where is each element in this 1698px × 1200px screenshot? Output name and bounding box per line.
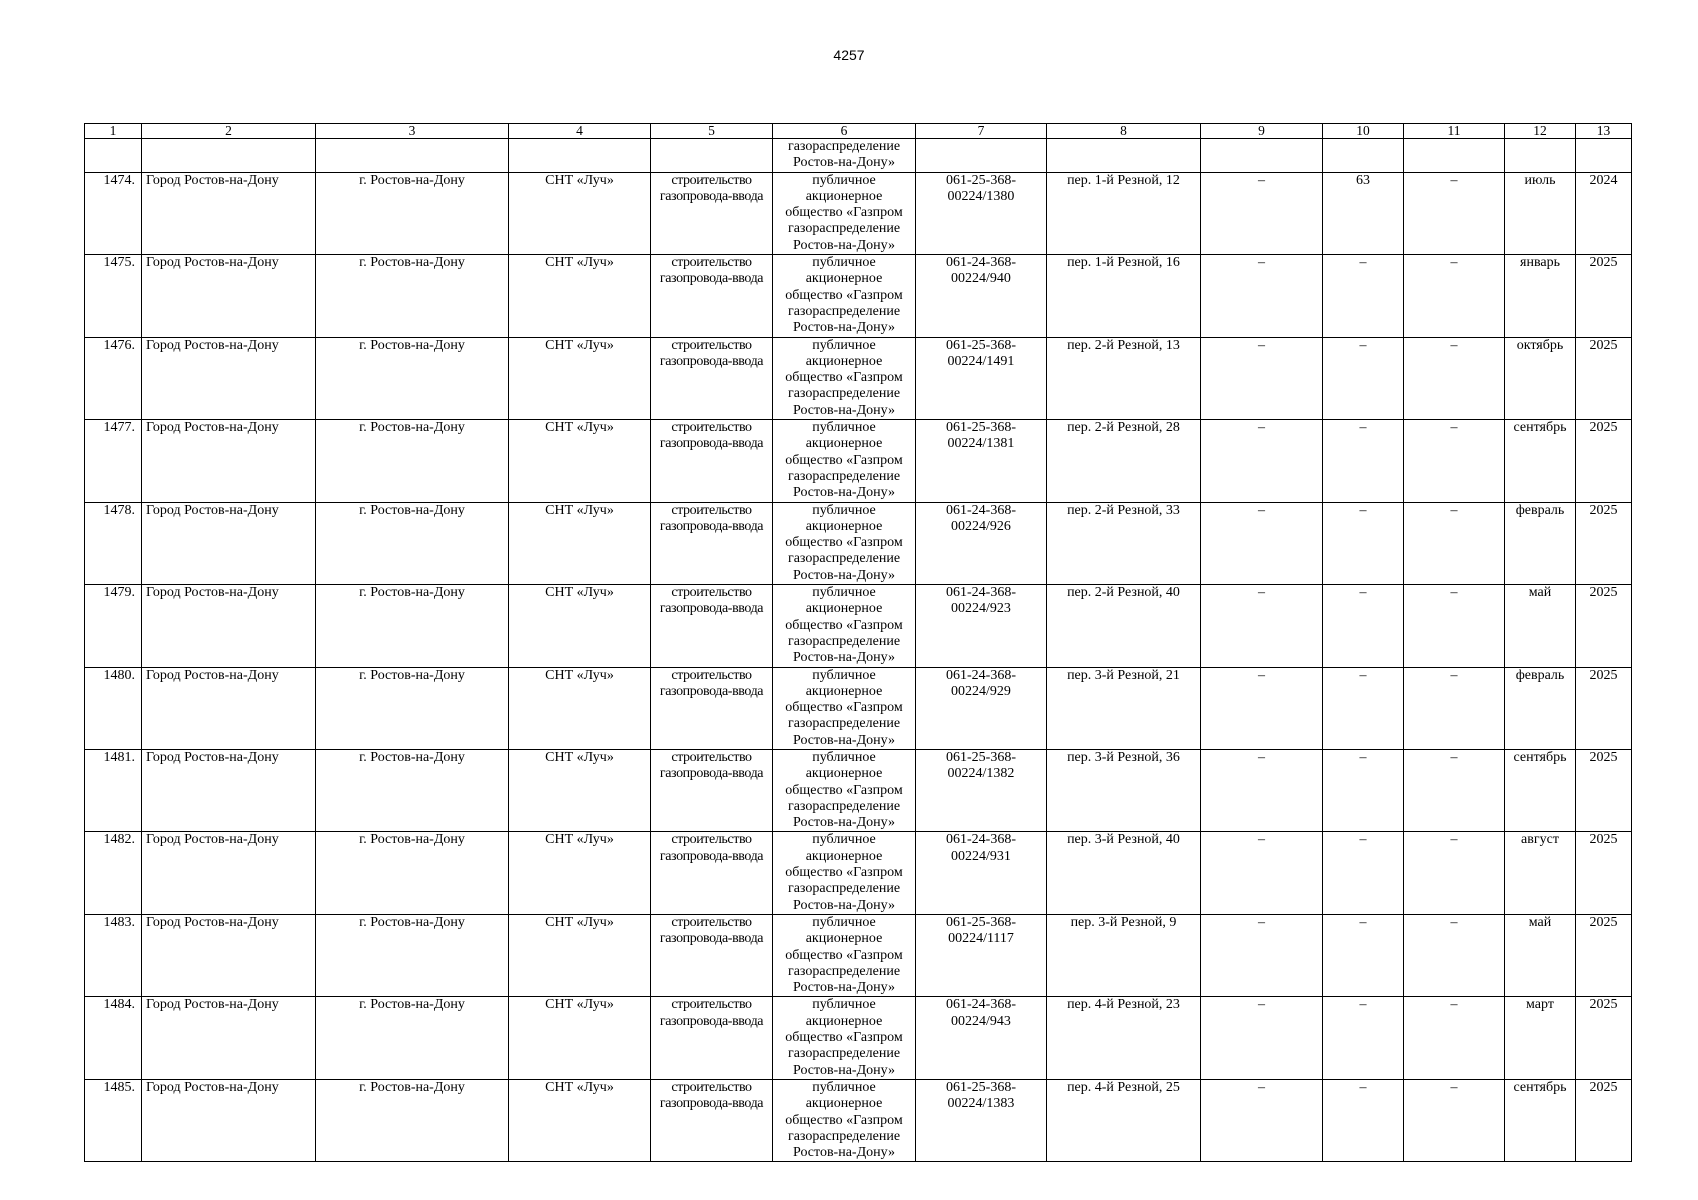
table-cell bbox=[1323, 139, 1404, 173]
code-cell: 061-25-368-00224/1383 bbox=[916, 1079, 1047, 1161]
column-header: 3 bbox=[316, 124, 509, 139]
table-cell bbox=[85, 139, 142, 173]
address-cell: пер. 4-й Резной, 25 bbox=[1047, 1079, 1201, 1161]
table-row bbox=[85, 585, 1632, 667]
col11-cell: – bbox=[1404, 914, 1505, 996]
table-cell bbox=[142, 139, 316, 173]
month-cell: март bbox=[1505, 997, 1576, 1079]
registry-table bbox=[84, 123, 1632, 1162]
work-type-cell: строительство газопровода-ввода bbox=[651, 420, 773, 502]
object-cell: СНТ «Луч» bbox=[509, 997, 651, 1079]
settlement-cell: г. Ростов-на-Дону bbox=[316, 585, 509, 667]
table-cell bbox=[651, 139, 773, 173]
object-cell: СНТ «Луч» bbox=[509, 1079, 651, 1161]
column-header: 13 bbox=[1576, 124, 1632, 139]
settlement-cell: г. Ростов-на-Дону bbox=[316, 667, 509, 749]
row-number-cell: 1478. bbox=[85, 502, 142, 584]
address-cell: пер. 1-й Резной, 12 bbox=[1047, 172, 1201, 254]
month-cell: февраль bbox=[1505, 502, 1576, 584]
organization-cell: публичное акционерное общество «Газпром газораспределение Ростов-на-Дону» bbox=[773, 914, 916, 996]
year-cell: 2025 bbox=[1576, 914, 1632, 996]
organization-cell: публичное акционерное общество «Газпром газораспределение Ростов-на-Дону» bbox=[773, 997, 916, 1079]
month-cell: сентябрь bbox=[1505, 420, 1576, 502]
col9-cell: – bbox=[1201, 585, 1323, 667]
col10-cell: – bbox=[1323, 585, 1404, 667]
table-row bbox=[85, 667, 1632, 749]
organization-cell: публичное акционерное общество «Газпром газораспределение Ростов-на-Дону» bbox=[773, 337, 916, 419]
organization-cell: публичное акционерное общество «Газпром газораспределение Ростов-на-Дону» bbox=[773, 255, 916, 337]
object-cell: СНТ «Луч» bbox=[509, 832, 651, 914]
col11-cell: – bbox=[1404, 667, 1505, 749]
address-cell: пер. 1-й Резной, 16 bbox=[1047, 255, 1201, 337]
object-cell: СНТ «Луч» bbox=[509, 667, 651, 749]
table-row bbox=[85, 749, 1632, 831]
work-type-cell: строительство газопровода-ввода bbox=[651, 1079, 773, 1161]
address-cell: пер. 3-й Резной, 9 bbox=[1047, 914, 1201, 996]
municipality-cell: Город Ростов-на-Дону bbox=[142, 749, 316, 831]
col11-cell: – bbox=[1404, 832, 1505, 914]
column-header: 11 bbox=[1404, 124, 1505, 139]
table-row bbox=[85, 420, 1632, 502]
page-number: 4257 bbox=[833, 47, 865, 63]
address-cell: пер. 3-й Резной, 36 bbox=[1047, 749, 1201, 831]
table-cell bbox=[1576, 139, 1632, 173]
table-cell bbox=[1505, 139, 1576, 173]
organization-cell: публичное акционерное общество «Газпром газораспределение Ростов-на-Дону» bbox=[773, 832, 916, 914]
col10-cell: – bbox=[1323, 420, 1404, 502]
table-body bbox=[85, 124, 1632, 1162]
object-cell: СНТ «Луч» bbox=[509, 172, 651, 254]
year-cell: 2025 bbox=[1576, 502, 1632, 584]
year-cell: 2025 bbox=[1576, 667, 1632, 749]
column-header: 10 bbox=[1323, 124, 1404, 139]
org-cell: газораспределение Ростов-на-Дону» bbox=[773, 139, 916, 173]
column-header: 5 bbox=[651, 124, 773, 139]
code-cell: 061-25-368-00224/1491 bbox=[916, 337, 1047, 419]
municipality-cell: Город Ростов-на-Дону bbox=[142, 502, 316, 584]
col9-cell: – bbox=[1201, 997, 1323, 1079]
col9-cell: – bbox=[1201, 502, 1323, 584]
municipality-cell: Город Ростов-на-Дону bbox=[142, 832, 316, 914]
settlement-cell: г. Ростов-на-Дону bbox=[316, 337, 509, 419]
month-cell: сентябрь bbox=[1505, 749, 1576, 831]
continuation-row bbox=[85, 139, 1632, 173]
table-row bbox=[85, 914, 1632, 996]
organization-cell: публичное акционерное общество «Газпром газораспределение Ростов-на-Дону» bbox=[773, 585, 916, 667]
row-number-cell: 1481. bbox=[85, 749, 142, 831]
code-cell: 061-25-368-00224/1381 bbox=[916, 420, 1047, 502]
table-row bbox=[85, 502, 1632, 584]
row-number-cell: 1477. bbox=[85, 420, 142, 502]
col11-cell: – bbox=[1404, 502, 1505, 584]
address-cell: пер. 4-й Резной, 23 bbox=[1047, 997, 1201, 1079]
column-header: 7 bbox=[916, 124, 1047, 139]
col9-cell: – bbox=[1201, 832, 1323, 914]
year-cell: 2025 bbox=[1576, 585, 1632, 667]
table-row bbox=[85, 337, 1632, 419]
settlement-cell: г. Ростов-на-Дону bbox=[316, 255, 509, 337]
month-cell: сентябрь bbox=[1505, 1079, 1576, 1161]
col10-cell: – bbox=[1323, 914, 1404, 996]
col11-cell: – bbox=[1404, 1079, 1505, 1161]
organization-cell: публичное акционерное общество «Газпром газораспределение Ростов-на-Дону» bbox=[773, 667, 916, 749]
row-number-cell: 1483. bbox=[85, 914, 142, 996]
row-number-cell: 1482. bbox=[85, 832, 142, 914]
table-row bbox=[85, 1079, 1632, 1161]
municipality-cell: Город Ростов-на-Дону bbox=[142, 914, 316, 996]
table-row bbox=[85, 255, 1632, 337]
col10-cell: – bbox=[1323, 337, 1404, 419]
month-cell: октябрь bbox=[1505, 337, 1576, 419]
object-cell: СНТ «Луч» bbox=[509, 749, 651, 831]
column-header: 2 bbox=[142, 124, 316, 139]
year-cell: 2025 bbox=[1576, 420, 1632, 502]
col11-cell: – bbox=[1404, 420, 1505, 502]
municipality-cell: Город Ростов-на-Дону bbox=[142, 420, 316, 502]
column-header: 12 bbox=[1505, 124, 1576, 139]
col9-cell: – bbox=[1201, 749, 1323, 831]
col11-cell: – bbox=[1404, 585, 1505, 667]
address-cell: пер. 2-й Резной, 13 bbox=[1047, 337, 1201, 419]
row-number-cell: 1474. bbox=[85, 172, 142, 254]
organization-cell: публичное акционерное общество «Газпром газораспределение Ростов-на-Дону» bbox=[773, 420, 916, 502]
address-cell: пер. 2-й Резной, 33 bbox=[1047, 502, 1201, 584]
settlement-cell: г. Ростов-на-Дону bbox=[316, 172, 509, 254]
row-number-cell: 1485. bbox=[85, 1079, 142, 1161]
year-cell: 2025 bbox=[1576, 832, 1632, 914]
col9-cell: – bbox=[1201, 420, 1323, 502]
code-cell: 061-24-368-00224/931 bbox=[916, 832, 1047, 914]
organization-cell: публичное акционерное общество «Газпром газораспределение Ростов-на-Дону» bbox=[773, 502, 916, 584]
row-number-cell: 1475. bbox=[85, 255, 142, 337]
municipality-cell: Город Ростов-на-Дону bbox=[142, 172, 316, 254]
column-header: 1 bbox=[85, 124, 142, 139]
work-type-cell: строительство газопровода-ввода bbox=[651, 172, 773, 254]
table-cell bbox=[509, 139, 651, 173]
column-header: 8 bbox=[1047, 124, 1201, 139]
row-number-cell: 1480. bbox=[85, 667, 142, 749]
col10-cell: – bbox=[1323, 1079, 1404, 1161]
row-number-cell: 1476. bbox=[85, 337, 142, 419]
table-cell bbox=[1201, 139, 1323, 173]
col9-cell: – bbox=[1201, 1079, 1323, 1161]
column-header: 4 bbox=[509, 124, 651, 139]
address-cell: пер. 2-й Резной, 28 bbox=[1047, 420, 1201, 502]
settlement-cell: г. Ростов-на-Дону bbox=[316, 832, 509, 914]
work-type-cell: строительство газопровода-ввода bbox=[651, 997, 773, 1079]
object-cell: СНТ «Луч» bbox=[509, 337, 651, 419]
column-header: 9 bbox=[1201, 124, 1323, 139]
code-cell: 061-25-368-00224/1380 bbox=[916, 172, 1047, 254]
year-cell: 2025 bbox=[1576, 255, 1632, 337]
table-cell bbox=[916, 139, 1047, 173]
work-type-cell: строительство газопровода-ввода bbox=[651, 914, 773, 996]
col10-cell: – bbox=[1323, 832, 1404, 914]
month-cell: август bbox=[1505, 832, 1576, 914]
month-cell: февраль bbox=[1505, 667, 1576, 749]
municipality-cell: Город Ростов-на-Дону bbox=[142, 255, 316, 337]
year-cell: 2025 bbox=[1576, 997, 1632, 1079]
work-type-cell: строительство газопровода-ввода bbox=[651, 502, 773, 584]
col10-cell: – bbox=[1323, 997, 1404, 1079]
address-cell: пер. 3-й Резной, 21 bbox=[1047, 667, 1201, 749]
col9-cell: – bbox=[1201, 255, 1323, 337]
code-cell: 061-24-368-00224/943 bbox=[916, 997, 1047, 1079]
code-cell: 061-24-368-00224/940 bbox=[916, 255, 1047, 337]
code-cell: 061-25-368-00224/1117 bbox=[916, 914, 1047, 996]
object-cell: СНТ «Луч» bbox=[509, 255, 651, 337]
month-cell: январь bbox=[1505, 255, 1576, 337]
address-cell: пер. 2-й Резной, 40 bbox=[1047, 585, 1201, 667]
settlement-cell: г. Ростов-на-Дону bbox=[316, 997, 509, 1079]
work-type-cell: строительство газопровода-ввода bbox=[651, 667, 773, 749]
col9-cell: – bbox=[1201, 337, 1323, 419]
municipality-cell: Город Ростов-на-Дону bbox=[142, 667, 316, 749]
work-type-cell: строительство газопровода-ввода bbox=[651, 255, 773, 337]
table-row bbox=[85, 997, 1632, 1079]
col11-cell: – bbox=[1404, 749, 1505, 831]
work-type-cell: строительство газопровода-ввода bbox=[651, 337, 773, 419]
settlement-cell: г. Ростов-на-Дону bbox=[316, 420, 509, 502]
work-type-cell: строительство газопровода-ввода bbox=[651, 832, 773, 914]
settlement-cell: г. Ростов-на-Дону bbox=[316, 914, 509, 996]
object-cell: СНТ «Луч» bbox=[509, 502, 651, 584]
organization-cell: публичное акционерное общество «Газпром газораспределение Ростов-на-Дону» bbox=[773, 749, 916, 831]
col11-cell: – bbox=[1404, 337, 1505, 419]
col9-cell: – bbox=[1201, 914, 1323, 996]
settlement-cell: г. Ростов-на-Дону bbox=[316, 749, 509, 831]
table-row bbox=[85, 832, 1632, 914]
row-number-cell: 1479. bbox=[85, 585, 142, 667]
month-cell: май bbox=[1505, 585, 1576, 667]
column-header-row bbox=[85, 124, 1632, 139]
col10-cell: – bbox=[1323, 502, 1404, 584]
table-row bbox=[85, 172, 1632, 254]
year-cell: 2024 bbox=[1576, 172, 1632, 254]
object-cell: СНТ «Луч» bbox=[509, 914, 651, 996]
row-number-cell: 1484. bbox=[85, 997, 142, 1079]
col10-cell: – bbox=[1323, 749, 1404, 831]
code-cell: 061-24-368-00224/926 bbox=[916, 502, 1047, 584]
col11-cell: – bbox=[1404, 172, 1505, 254]
col11-cell: – bbox=[1404, 997, 1505, 1079]
address-cell: пер. 3-й Резной, 40 bbox=[1047, 832, 1201, 914]
col10-cell: 63 bbox=[1323, 172, 1404, 254]
col11-cell: – bbox=[1404, 255, 1505, 337]
code-cell: 061-24-368-00224/929 bbox=[916, 667, 1047, 749]
table-cell bbox=[1404, 139, 1505, 173]
settlement-cell: г. Ростов-на-Дону bbox=[316, 502, 509, 584]
table-cell bbox=[316, 139, 509, 173]
month-cell: май bbox=[1505, 914, 1576, 996]
col10-cell: – bbox=[1323, 667, 1404, 749]
column-header: 6 bbox=[773, 124, 916, 139]
work-type-cell: строительство газопровода-ввода bbox=[651, 585, 773, 667]
col9-cell: – bbox=[1201, 172, 1323, 254]
year-cell: 2025 bbox=[1576, 337, 1632, 419]
object-cell: СНТ «Луч» bbox=[509, 585, 651, 667]
organization-cell: публичное акционерное общество «Газпром газораспределение Ростов-на-Дону» bbox=[773, 172, 916, 254]
settlement-cell: г. Ростов-на-Дону bbox=[316, 1079, 509, 1161]
municipality-cell: Город Ростов-на-Дону bbox=[142, 1079, 316, 1161]
month-cell: июль bbox=[1505, 172, 1576, 254]
code-cell: 061-24-368-00224/923 bbox=[916, 585, 1047, 667]
municipality-cell: Город Ростов-на-Дону bbox=[142, 585, 316, 667]
year-cell: 2025 bbox=[1576, 749, 1632, 831]
year-cell: 2025 bbox=[1576, 1079, 1632, 1161]
municipality-cell: Город Ростов-на-Дону bbox=[142, 337, 316, 419]
work-type-cell: строительство газопровода-ввода bbox=[651, 749, 773, 831]
object-cell: СНТ «Луч» bbox=[509, 420, 651, 502]
municipality-cell: Город Ростов-на-Дону bbox=[142, 997, 316, 1079]
code-cell: 061-25-368-00224/1382 bbox=[916, 749, 1047, 831]
organization-cell: публичное акционерное общество «Газпром газораспределение Ростов-на-Дону» bbox=[773, 1079, 916, 1161]
col10-cell: – bbox=[1323, 255, 1404, 337]
col9-cell: – bbox=[1201, 667, 1323, 749]
table-cell bbox=[1047, 139, 1201, 173]
